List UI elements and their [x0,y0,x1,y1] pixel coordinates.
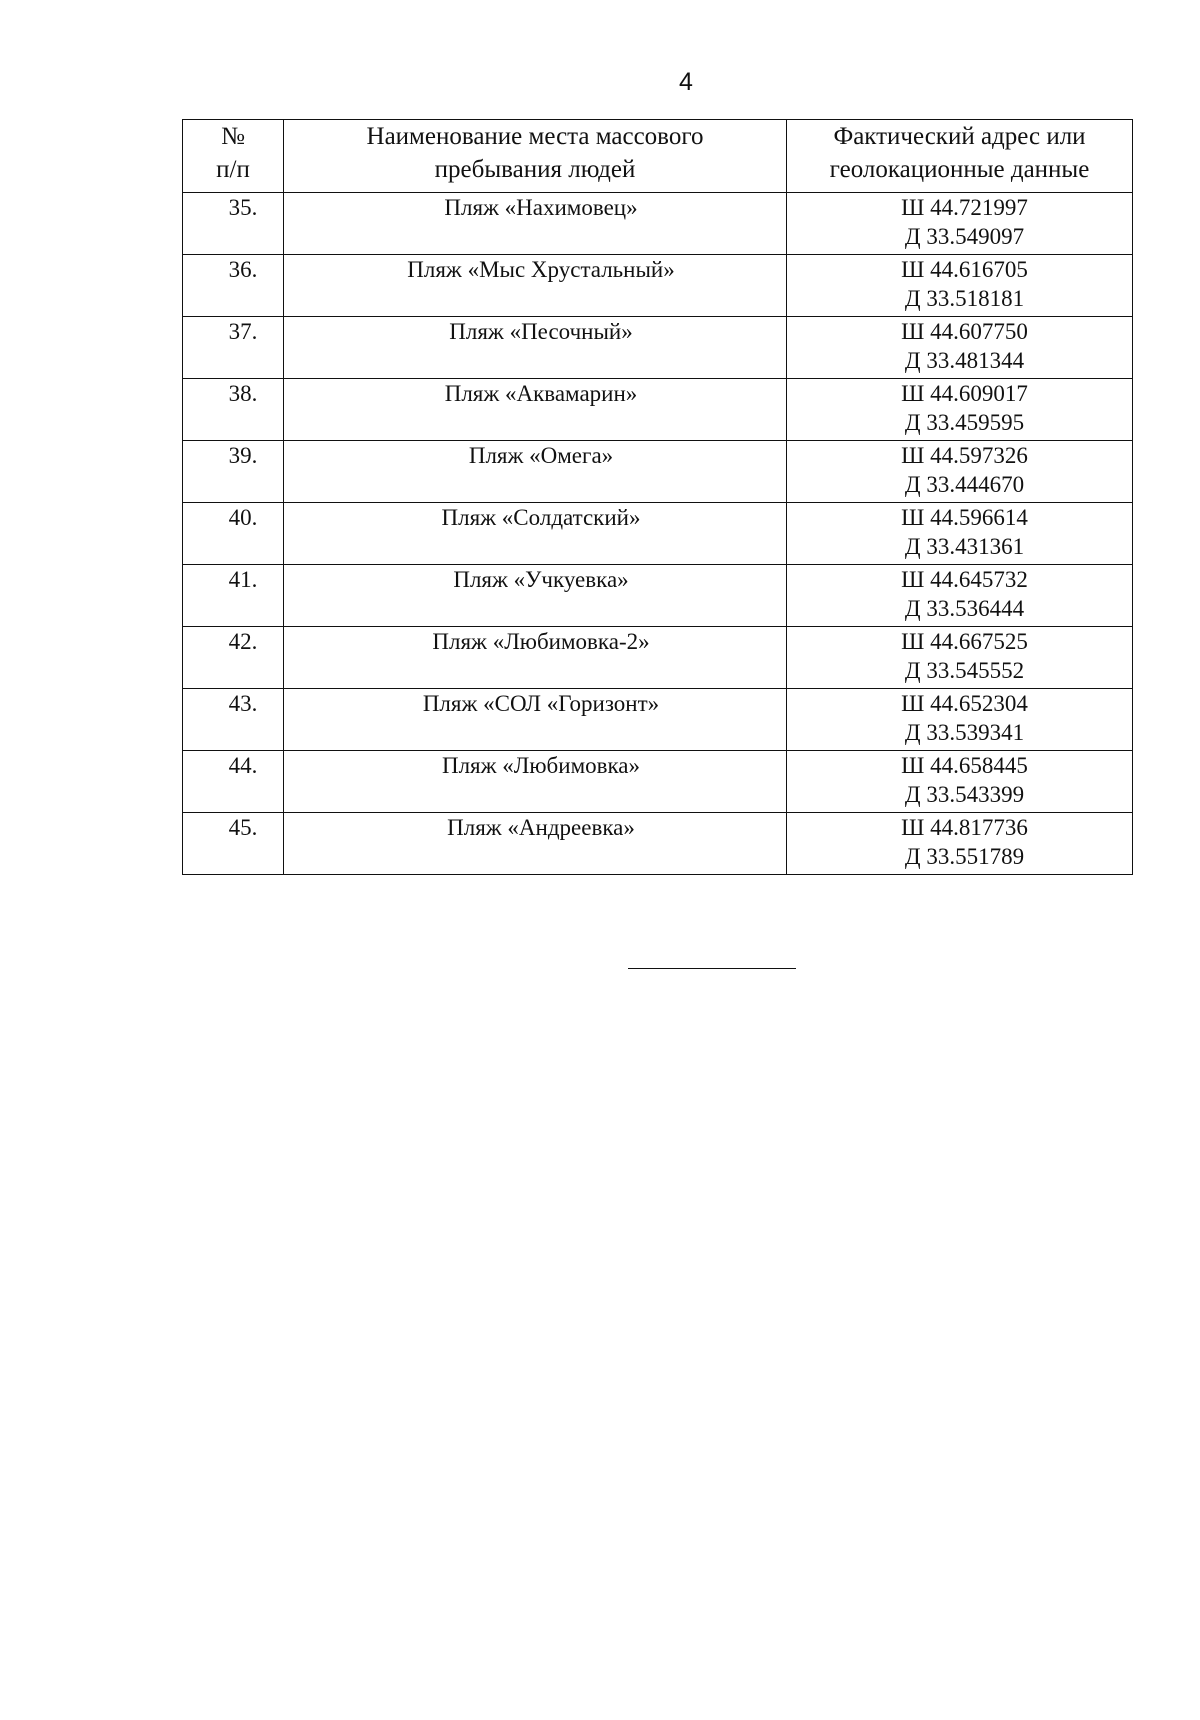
place-name: Пляж «Мыс Хрустальный» [284,255,787,317]
place-name: Пляж «Песочный» [284,317,787,379]
longitude: Д 33.543399 [904,782,1025,807]
coordinates [787,255,1133,317]
latitude: Ш 44.609017 [901,381,1028,406]
place-name: Пляж «Андреевка» [284,813,787,875]
place-name: Пляж «СОЛ «Горизонт» [284,689,787,751]
table-header-row [183,120,1133,193]
latitude: Ш 44.721997 [901,195,1028,220]
header-address [787,120,1133,193]
table-row [183,627,1133,689]
header-number-line1: № [221,123,245,150]
table-row [183,255,1133,317]
header-number [183,120,284,193]
header-number-line2: п/п [216,156,250,183]
header-address-line2: геолокационные данные [829,156,1090,183]
longitude: Д 33.481344 [904,348,1025,373]
place-name: Пляж «Нахимовец» [284,193,787,255]
place-name: Пляж «Аквамарин» [284,379,787,441]
longitude: Д 33.444670 [904,472,1025,497]
table-row [183,689,1133,751]
longitude: Д 33.431361 [904,534,1025,559]
table-row [183,503,1133,565]
latitude: Ш 44.597326 [901,443,1028,468]
row-number: 39. [183,441,284,503]
row-number: 38. [183,379,284,441]
places-table [182,119,1133,875]
longitude: Д 33.545552 [904,658,1025,683]
places-table-container [182,119,1132,875]
coordinates [787,689,1133,751]
longitude: Д 33.549097 [904,224,1025,249]
table-row [183,193,1133,255]
latitude: Ш 44.616705 [901,257,1028,282]
table-row [183,379,1133,441]
table-row [183,317,1133,379]
latitude: Ш 44.607750 [901,319,1028,344]
place-name: Пляж «Омега» [284,441,787,503]
coordinates [787,627,1133,689]
row-number: 36. [183,255,284,317]
row-number: 35. [183,193,284,255]
row-number: 42. [183,627,284,689]
coordinates [787,813,1133,875]
coordinates [787,751,1133,813]
coordinates [787,441,1133,503]
place-name: Пляж «Любимовка-2» [284,627,787,689]
latitude: Ш 44.645732 [901,567,1028,592]
row-number: 43. [183,689,284,751]
place-name: Пляж «Любимовка» [284,751,787,813]
table-row [183,565,1133,627]
longitude: Д 33.539341 [904,720,1025,745]
coordinates [787,317,1133,379]
end-of-document-rule [628,968,796,969]
place-name: Пляж «Солдатский» [284,503,787,565]
coordinates [787,503,1133,565]
table-row [183,441,1133,503]
latitude: Ш 44.652304 [901,691,1028,716]
row-number: 37. [183,317,284,379]
longitude: Д 33.536444 [904,596,1025,621]
row-number: 44. [183,751,284,813]
row-number: 40. [183,503,284,565]
latitude: Ш 44.658445 [901,753,1028,778]
latitude: Ш 44.817736 [901,815,1028,840]
place-name: Пляж «Учкуевка» [284,565,787,627]
coordinates [787,565,1133,627]
page-number: 4 [679,68,693,96]
header-place-name [284,120,787,193]
longitude: Д 33.551789 [904,844,1025,869]
header-place-name-line1: Наименование места массового [366,123,704,150]
longitude: Д 33.459595 [904,410,1025,435]
coordinates [787,379,1133,441]
header-address-line1: Фактический адрес или [833,123,1086,150]
table-row [183,813,1133,875]
latitude: Ш 44.667525 [901,629,1028,654]
longitude: Д 33.518181 [904,286,1025,311]
coordinates [787,193,1133,255]
latitude: Ш 44.596614 [901,505,1028,530]
header-place-name-line2: пребывания людей [434,156,636,183]
row-number: 45. [183,813,284,875]
table-row [183,751,1133,813]
row-number: 41. [183,565,284,627]
